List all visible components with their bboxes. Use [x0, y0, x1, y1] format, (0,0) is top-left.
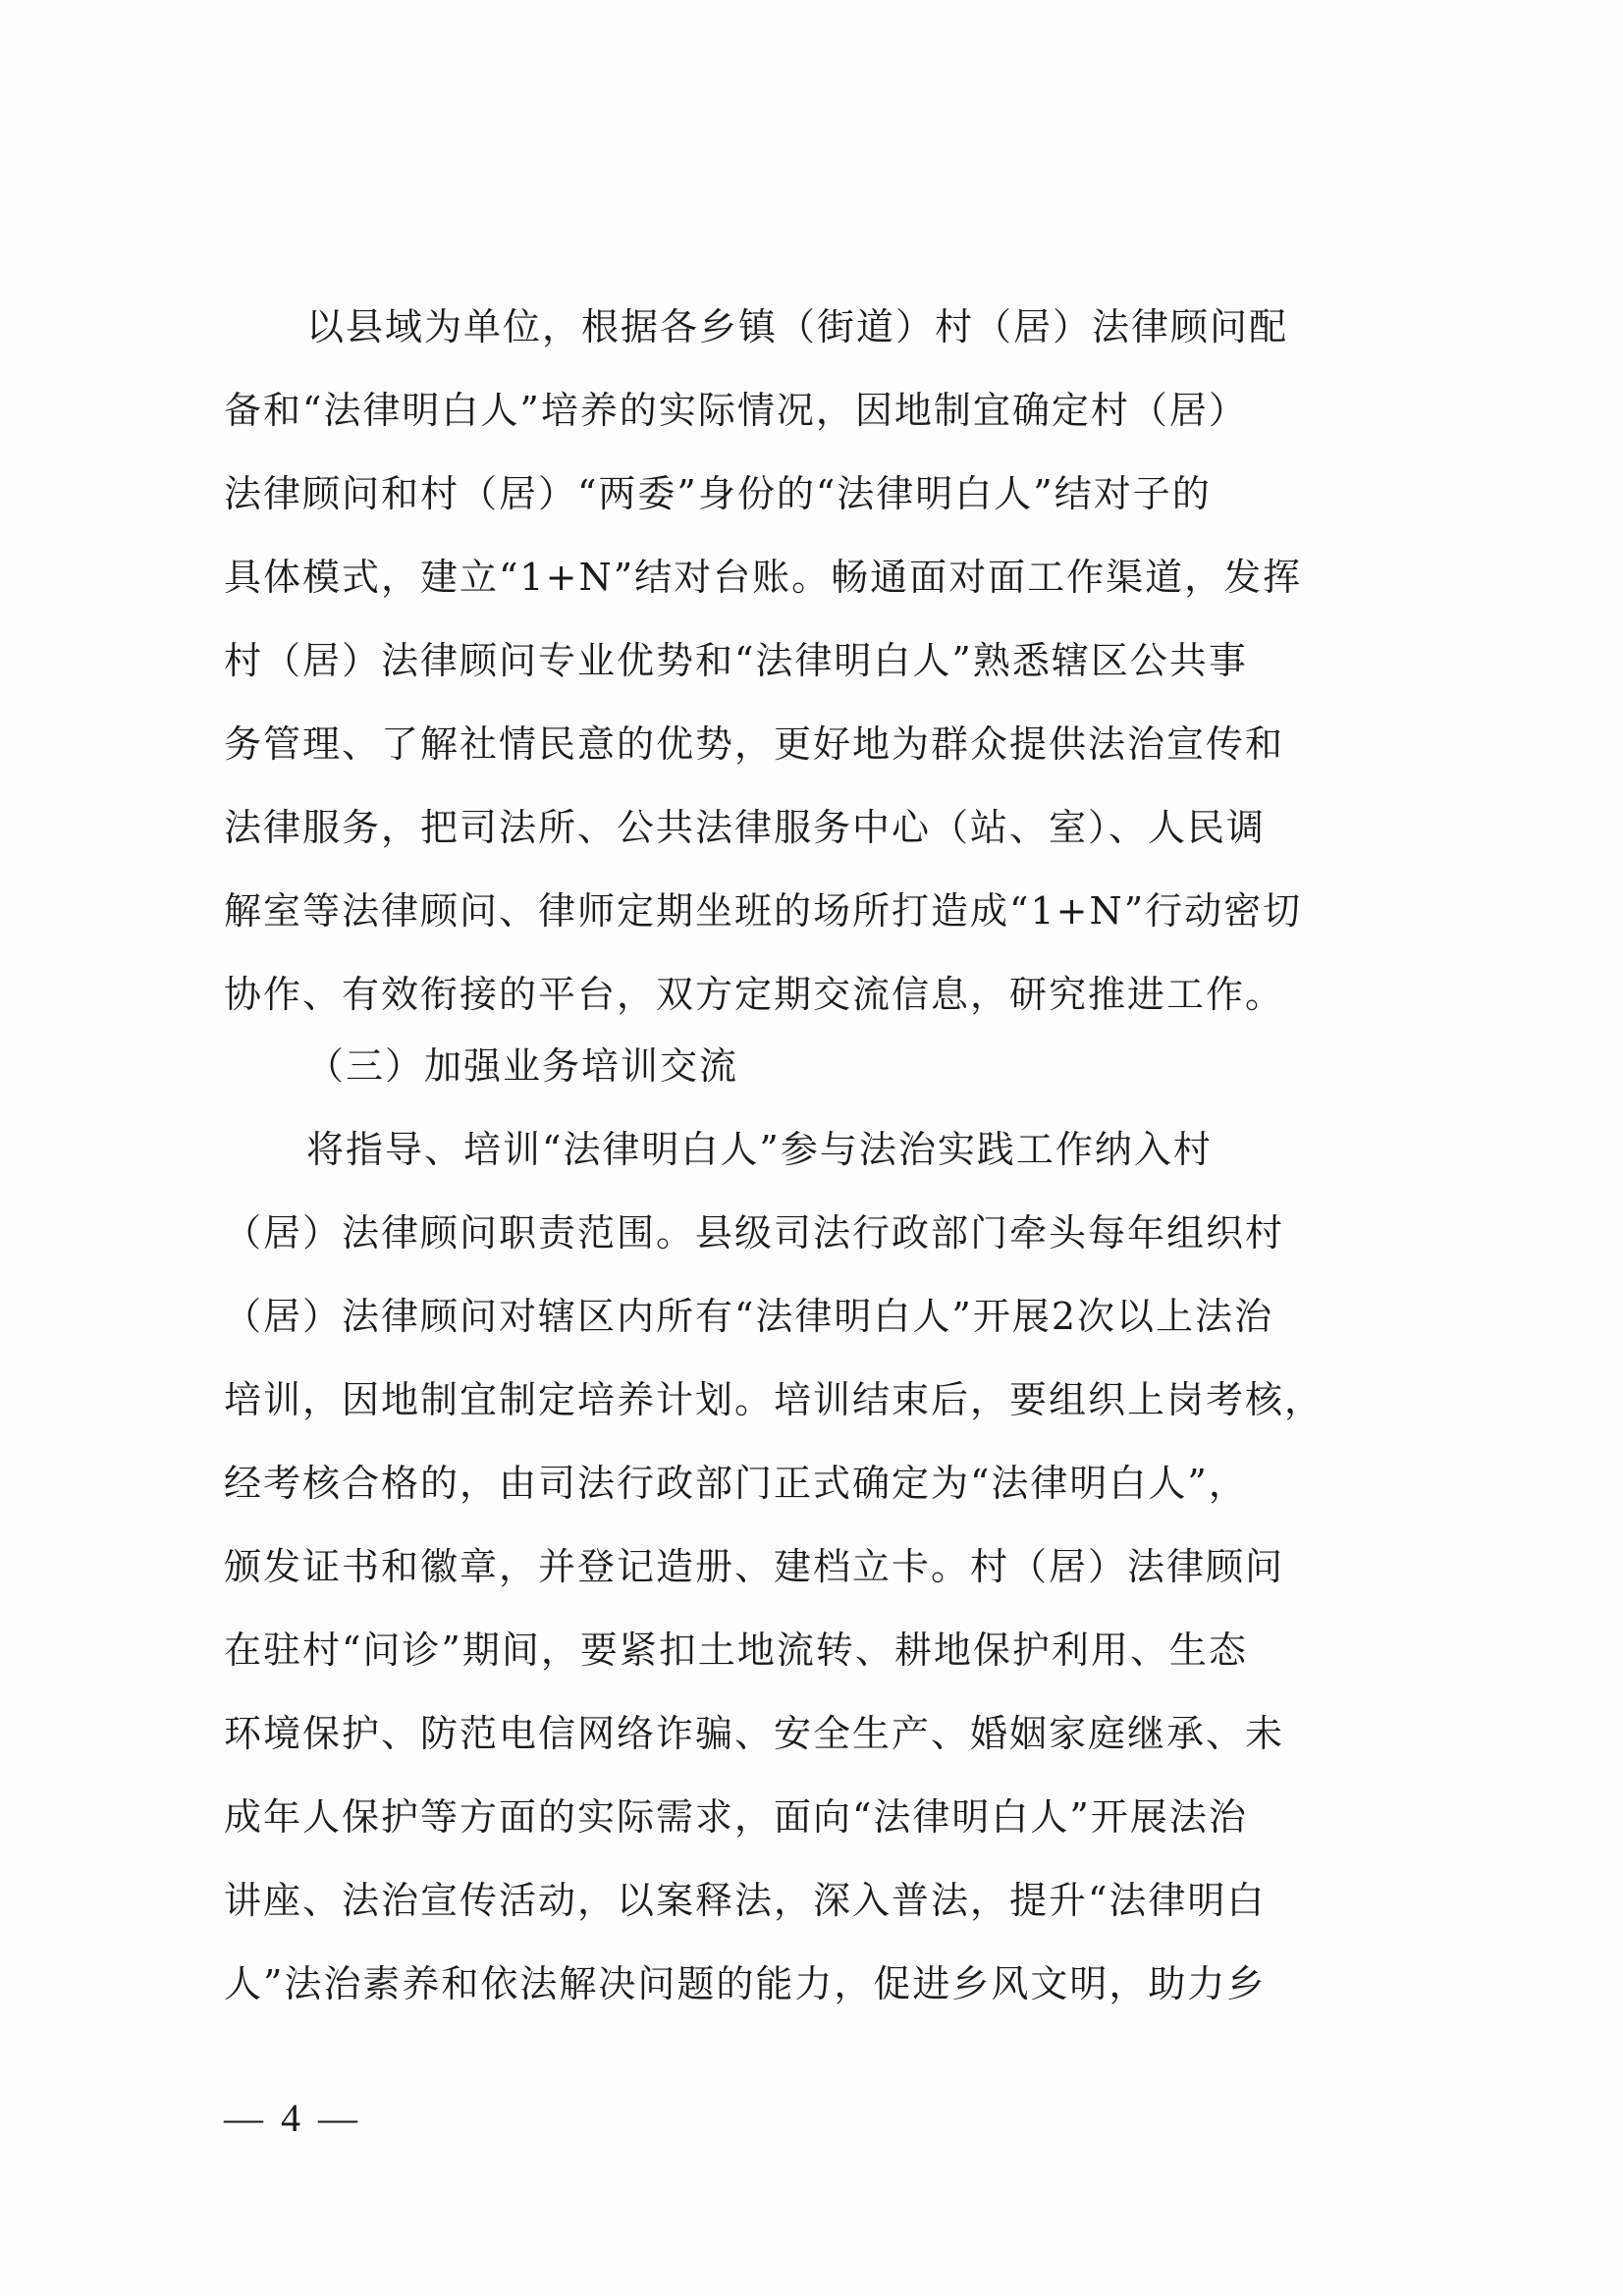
paragraph-line-3: 法律顾问和村（居）“两委”身份的“法律明白人”结对子的: [224, 472, 1212, 515]
page-number: — 4 —: [224, 2096, 361, 2140]
paragraph-line-9: 协作、有效衔接的平台，双方定期交流信息，研究推进工作。: [224, 973, 1285, 1016]
paragraph-line-10: 将指导、培训“法律明白人”参与法治实践工作纳入村: [306, 1128, 1213, 1171]
paragraph-line-4: 具体模式，建立“1+N”结对台账。畅通面对面工作渠道，发挥: [224, 556, 1303, 599]
paragraph-line-6: 务管理、了解社情民意的优势，更好地为群众提供法治宣传和: [224, 722, 1285, 766]
paragraph-line-13: 培训，因地制宜制定培养计划。培训结束后，要组织上岗考核，: [224, 1378, 1325, 1421]
paragraph-line-1: 以县域为单位，根据各乡镇（街道）村（居）法律顾问配: [306, 305, 1289, 348]
paragraph-line-12: （居）法律顾问对辖区内所有“法律明白人”开展2次以上法治: [224, 1295, 1274, 1338]
paragraph-line-8: 解室等法律顾问、律师定期坐班的场所打造成“1+N”行动密切: [224, 889, 1303, 933]
paragraph-line-11: （居）法律顾问职责范围。县级司法行政部门牵头每年组织村: [224, 1211, 1285, 1255]
paragraph-line-15: 颁发证书和徽章，并登记造册、建档立卡。村（居）法律顾问: [224, 1545, 1285, 1588]
paragraph-line-16: 在驻村“问诊”期间，要紧扣土地流转、耕地保护利用、生态: [224, 1629, 1248, 1672]
section-heading: （三）加强业务培训交流: [306, 1044, 739, 1088]
paragraph-line-20: 人”法治素养和依法解决问题的能力，促进乡风文明，助力乡: [224, 1962, 1267, 2005]
paragraph-line-18: 成年人保护等方面的实际需求，面向“法律明白人”开展法治: [224, 1795, 1248, 1839]
paragraph-line-19: 讲座、法治宣传活动，以案释法，深入普法，提升“法律明白: [224, 1879, 1267, 1922]
paragraph-line-14: 经考核合格的，由司法行政部门正式确定为“法律明白人”，: [224, 1462, 1248, 1505]
paragraph-line-5: 村（居）法律顾问专业优势和“法律明白人”熟悉辖区公共事: [224, 639, 1248, 682]
paragraph-line-17: 环境保护、防范电信网络诈骗、安全生产、婚姻家庭继承、未: [224, 1712, 1285, 1755]
paragraph-line-2: 备和“法律明白人”培养的实际情况，因地制宜确定村（居）: [224, 389, 1248, 432]
paragraph-line-7: 法律服务，把司法所、公共法律服务中心（站、室）、人民调: [224, 806, 1267, 849]
